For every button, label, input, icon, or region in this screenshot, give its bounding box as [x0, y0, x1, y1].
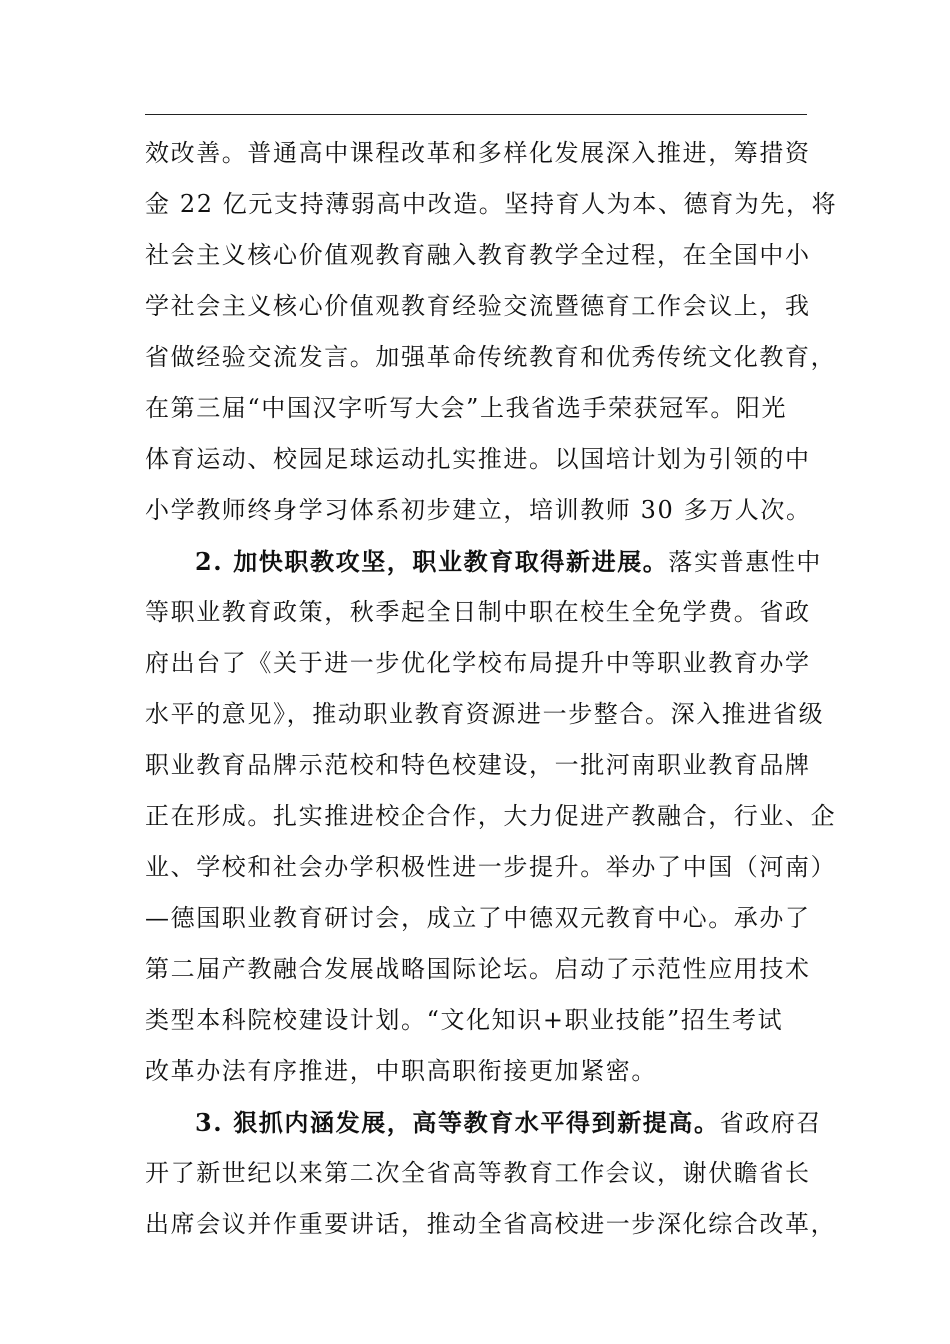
text-line: 学社会主义核心价值观教育经验交流暨德育工作会议上，我 [145, 292, 811, 320]
text-run: 落实普惠性中 [668, 548, 823, 576]
text-line: 正在形成。扎实推进校企合作，大力促进产教融合，行业、企 [145, 802, 837, 830]
text-line: 第二届产教融合发展战略国际论坛。启动了示范性应用技术 [145, 955, 811, 983]
text-line: 金 22 亿元支持薄弱高中改造。坚持育人为本、德育为先，将 [145, 190, 838, 218]
text-line: 职业教育品牌示范校和特色校建设，一批河南职业教育品牌 [145, 751, 811, 779]
text-line: 等职业教育政策，秋季起全日制中职在校生全免学费。省政 [145, 598, 811, 626]
text-line: 改革办法有序推进，中职高职衔接更加紧密。 [145, 1057, 657, 1085]
text-line: 府出台了《关于进一步优化学校布局提升中等职业教育办学 [145, 649, 811, 677]
text-line: 出席会议并作重要讲话，推动全省高校进一步深化综合改革， [145, 1210, 837, 1238]
text-line: 体育运动、校园足球运动扎实推进。以国培计划为引领的中 [145, 445, 811, 473]
text-line: 省做经验交流发言。加强革命传统教育和优秀传统文化教育， [145, 343, 837, 371]
text-line: 类型本科院校建设计划。“文化知识+职业技能”招生考试 [145, 1006, 784, 1034]
text-line: 在第三届“中国汉字听写大会”上我省选手荣获冠军。阳光 [145, 394, 788, 422]
section-2-first-line [145, 536, 835, 587]
text-line: 效改善。普通高中课程改革和多样化发展深入推进，筹措资 [145, 139, 811, 167]
text-line: —德国职业教育研讨会，成立了中德双元教育中心。承办了 [145, 904, 811, 932]
section-heading: 2. 加快职教攻坚，职业教育取得新进展。 [195, 547, 669, 576]
header-rule [145, 114, 807, 115]
text-run: 省政府召 [719, 1109, 823, 1137]
body-text [145, 128, 838, 1250]
section-heading: 3. 狠抓内涵发展，高等教育水平得到新提高。 [195, 1108, 720, 1137]
text-line: 业、学校和社会办学积极性进一步提升。举办了中国（河南） [145, 853, 837, 881]
text-line: 开了新世纪以来第二次全省高等教育工作会议，谢伏瞻省长 [145, 1159, 811, 1187]
section-3-first-line [145, 1097, 835, 1148]
text-line: 社会主义核心价值观教育融入教育教学全过程，在全国中小 [145, 241, 811, 269]
text-line: 小学教师终身学习体系初步建立，培训教师 30 多万人次。 [145, 496, 812, 524]
text-line: 水平的意见》，推动职业教育资源进一步整合。深入推进省级 [145, 700, 825, 728]
